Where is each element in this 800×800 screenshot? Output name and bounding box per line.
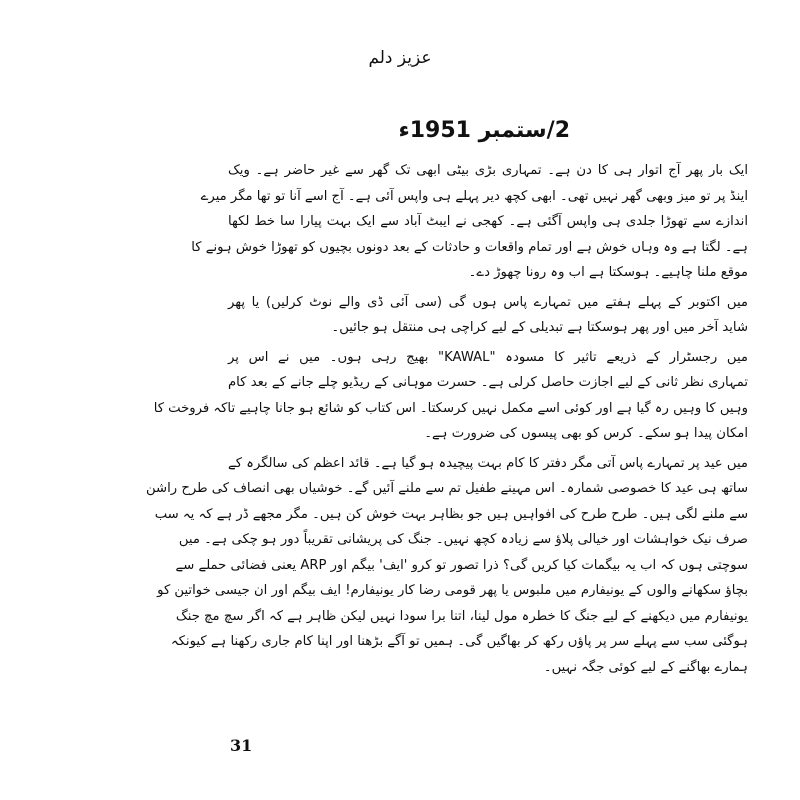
- text-line: اندازے سے تھوڑا جلدی ہی واپس آگئی ہے۔ کھجی نے ایبٹ آباد سے ایک بہت پیارا سا خط لکھا: [228, 214, 748, 229]
- text-line: تمہاری نظر ثانی کے لیے اجازت حاصل کرلی ہے۔ حسرت موہانی کے ریڈیو چلے جانے کے بعد کام: [228, 375, 748, 390]
- paragraph: [146, 451, 748, 681]
- paragraph: [153, 345, 748, 447]
- letter-body: [146, 158, 748, 680]
- text-line: ہمارے بھاگنے کے لیے کوئی جگہ نہیں۔: [543, 659, 748, 675]
- paragraph: [228, 290, 748, 341]
- text-line: شاید آخر میں اور پھر ہوسکتا ہے تبدیلی کے لیے کراچی ہی منتقل ہو جائیں۔: [331, 320, 748, 335]
- text-line: سے ملنے لگی ہیں۔ طرح طرح کی افواہیں ہیں جو بظاہر بہت خوش کن ہیں۔ مگر مجھے ڈر ہے کہ یہ سب: [154, 506, 748, 522]
- text-line: میں عید پر تمہارے پاس آتی مگر دفتر کا کام بہت پیچیدہ ہو گیا ہے۔ قائد اعظم کی سالگرہ کے: [228, 455, 748, 471]
- paragraph: [191, 158, 748, 286]
- text-line: سوچتی ہوں کہ اب یہ بیگمات کیا کریں گی؟ ذرا تصور تو کرو 'ایف' بیگم اور ARP یعنی فضائی حملے سے: [175, 557, 748, 573]
- text-line: میں اکتوبر کے پہلے ہفتے میں تمہارے پاس ہوں گی (سی آئی ڈی والے نوٹ کرلیں) یا پھر: [228, 294, 748, 310]
- text-line: ساتھ ہی عید کا خصوصی شمارہ۔ اس مہینے طفیل تم سے ملنے آئیں گے۔ خوشیاں بھی انصاف کی طرح راشن: [146, 481, 748, 496]
- text-line: امکان پیدا ہو سکے۔ کرس کو بھی پیسوں کی ضرورت ہے۔: [424, 426, 748, 441]
- text-line: یونیفارم میں دیکھنے کے لیے جنگ کا خطرہ مول لینا، اتنا برا سودا نہیں لیکن ظاہر ہے کہ اگر سچ مچ جنگ: [175, 608, 748, 624]
- text-line: بچاؤ سکھانے والوں کے یونیفارم میں ملبوس یا پھر قومی رضا کار یونیفارم! ایف بیگم اور ان جیسی خواتین کو: [157, 583, 748, 598]
- text-line: موقع ملنا چاہیے۔ ہوسکتا ہے اب وہ رونا چھوڑ دے۔: [468, 265, 748, 280]
- text-line: وہیں کا وہیں رہ گیا ہے اور کوئی اسے مکمل نہیں کرسکتا۔ اس کتاب کو شائع ہو جانا چاہیے تاکہ فروخت کا: [153, 400, 748, 416]
- page-number: 31: [230, 736, 253, 755]
- text-line: صرف نیک خواہشات اور خیالی پلاؤ سے زیادہ کچھ نہیں۔ جنگ کی پریشانی تقریباً دور ہو چکی ہے۔ میں: [178, 532, 748, 547]
- text-line: ہوگئی سب سے پہلے سر پر پاؤں رکھ کر بھاگیں گی۔ ہمیں تو آگے بڑھنا اور اپنا کام جاری رکھنا ہے کیونکہ: [170, 634, 748, 649]
- text-line: ہے۔ لگتا ہے وہ وہاں خوش ہے اور تمام واقعات و حادثات کے بعد دونوں بچیوں کو تھوڑا خوش ہونے کا: [191, 239, 748, 255]
- text-line: اینڈ پر تو میز وبھی گھر نہیں تھی۔ ابھی کچھ دیر پہلے ہی واپس آئی ہے۔ آج اسے آنا تو تھا مگر میرے: [200, 188, 748, 204]
- text-line: میں رجسٹرار کے ذریعے تاثیر کا مسودہ "KAWAL" بھیج رہی ہوں۔ میں نے اس پر: [228, 349, 748, 365]
- entry-date-heading: 2/ستمبر 1951ء: [398, 118, 570, 143]
- text-line: ایک بار پھر آج اتوار ہی کا دن ہے۔ تمہاری بڑی بیٹی ابھی تک گھر سے غیر حاضر ہے۔ ویک: [228, 163, 748, 178]
- running-header: عزیز دلم: [368, 48, 432, 68]
